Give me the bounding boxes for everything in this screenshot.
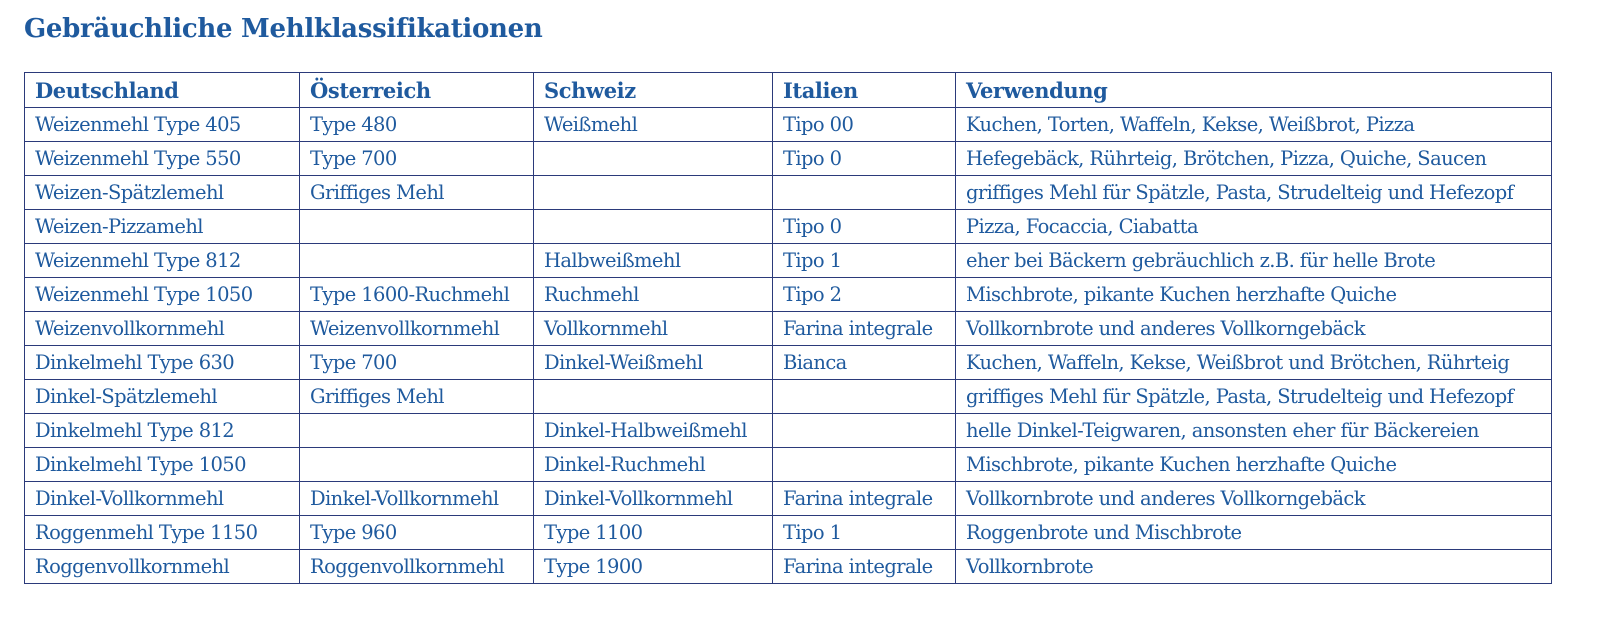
table-cell-oesterreich: Type 960 bbox=[300, 516, 534, 550]
table-cell-deutschland: Roggenmehl Type 1150 bbox=[25, 516, 300, 550]
table-cell-deutschland: Weizenmehl Type 1050 bbox=[25, 278, 300, 312]
table-cell-oesterreich: Griffiges Mehl bbox=[300, 380, 534, 414]
table-row bbox=[25, 312, 1552, 346]
table-cell-deutschland: Weizenvollkornmehl bbox=[25, 312, 300, 346]
table-cell-italien: Bianca bbox=[773, 346, 956, 380]
table-cell-italien: Tipo 00 bbox=[773, 108, 956, 142]
table-row bbox=[25, 482, 1552, 516]
table-cell-deutschland: Weizenmehl Type 812 bbox=[25, 244, 300, 278]
table-cell-italien: Tipo 2 bbox=[773, 278, 956, 312]
table-cell-italien bbox=[773, 448, 956, 482]
table-cell-verwendung: Roggenbrote und Mischbrote bbox=[956, 516, 1552, 550]
table-cell-oesterreich bbox=[300, 414, 534, 448]
column-header-oesterreich: Österreich bbox=[300, 73, 534, 108]
table-cell-verwendung: Hefegebäck, Rührteig, Brötchen, Pizza, Quiche, Saucen bbox=[956, 142, 1552, 176]
table-cell-oesterreich bbox=[300, 244, 534, 278]
table-cell-schweiz bbox=[534, 210, 773, 244]
table-cell-verwendung: eher bei Bäckern gebräuchlich z.B. für helle Brote bbox=[956, 244, 1552, 278]
table-cell-deutschland: Dinkel-Vollkornmehl bbox=[25, 482, 300, 516]
table-cell-schweiz: Dinkel-Ruchmehl bbox=[534, 448, 773, 482]
table-cell-schweiz: Halbweißmehl bbox=[534, 244, 773, 278]
table-row bbox=[25, 516, 1552, 550]
table-cell-deutschland: Weizenmehl Type 405 bbox=[25, 108, 300, 142]
column-header-deutschland: Deutschland bbox=[25, 73, 300, 108]
table-cell-oesterreich bbox=[300, 210, 534, 244]
table-cell-oesterreich: Griffiges Mehl bbox=[300, 176, 534, 210]
table-cell-italien: Tipo 0 bbox=[773, 142, 956, 176]
table-cell-oesterreich: Dinkel-Vollkornmehl bbox=[300, 482, 534, 516]
table-cell-schweiz bbox=[534, 176, 773, 210]
table-cell-schweiz: Dinkel-Vollkornmehl bbox=[534, 482, 773, 516]
table-row bbox=[25, 108, 1552, 142]
table-cell-schweiz bbox=[534, 142, 773, 176]
table-cell-verwendung: Vollkornbrote bbox=[956, 550, 1552, 584]
column-header-schweiz: Schweiz bbox=[534, 73, 773, 108]
table-cell-deutschland: Weizen-Spätzlemehl bbox=[25, 176, 300, 210]
table-cell-deutschland: Dinkel-Spätzlemehl bbox=[25, 380, 300, 414]
table-cell-schweiz bbox=[534, 380, 773, 414]
table-cell-verwendung: Pizza, Focaccia, Ciabatta bbox=[956, 210, 1552, 244]
table-cell-oesterreich: Roggenvollkornmehl bbox=[300, 550, 534, 584]
table-cell-verwendung: Mischbrote, pikante Kuchen herzhafte Quiche bbox=[956, 448, 1552, 482]
table-cell-schweiz: Dinkel-Weißmehl bbox=[534, 346, 773, 380]
column-header-verwendung: Verwendung bbox=[956, 73, 1552, 108]
flour-classification-table bbox=[24, 72, 1552, 584]
table-cell-schweiz: Vollkornmehl bbox=[534, 312, 773, 346]
column-header-italien: Italien bbox=[773, 73, 956, 108]
table-cell-deutschland: Dinkelmehl Type 812 bbox=[25, 414, 300, 448]
table-cell-oesterreich: Type 700 bbox=[300, 346, 534, 380]
table-cell-verwendung: Kuchen, Waffeln, Kekse, Weißbrot und Brötchen, Rührteig bbox=[956, 346, 1552, 380]
table-cell-verwendung: helle Dinkel-Teigwaren, ansonsten eher für Bäckereien bbox=[956, 414, 1552, 448]
table-cell-oesterreich bbox=[300, 448, 534, 482]
table-cell-deutschland: Weizenmehl Type 550 bbox=[25, 142, 300, 176]
table-cell-italien bbox=[773, 414, 956, 448]
table-row bbox=[25, 380, 1552, 414]
table-cell-deutschland: Roggenvollkornmehl bbox=[25, 550, 300, 584]
table-cell-verwendung: Vollkornbrote und anderes Vollkorngebäck bbox=[956, 312, 1552, 346]
table-cell-deutschland: Dinkelmehl Type 1050 bbox=[25, 448, 300, 482]
table-cell-verwendung: Vollkornbrote und anderes Vollkorngebäck bbox=[956, 482, 1552, 516]
table-cell-oesterreich: Weizenvollkornmehl bbox=[300, 312, 534, 346]
table-cell-deutschland: Weizen-Pizzamehl bbox=[25, 210, 300, 244]
table-cell-italien: Farina integrale bbox=[773, 550, 956, 584]
table-cell-schweiz: Type 1900 bbox=[534, 550, 773, 584]
table-row bbox=[25, 346, 1552, 380]
table-cell-verwendung: Kuchen, Torten, Waffeln, Kekse, Weißbrot, Pizza bbox=[956, 108, 1552, 142]
table-row bbox=[25, 448, 1552, 482]
table-cell-italien: Tipo 1 bbox=[773, 516, 956, 550]
table-cell-verwendung: griffiges Mehl für Spätzle, Pasta, Strudelteig und Hefezopf bbox=[956, 380, 1552, 414]
table-row bbox=[25, 278, 1552, 312]
table-row bbox=[25, 414, 1552, 448]
table-cell-italien bbox=[773, 380, 956, 414]
table-header bbox=[25, 73, 1552, 108]
page-title: Gebräuchliche Mehlklassifikationen bbox=[24, 14, 543, 44]
table-cell-italien: Tipo 0 bbox=[773, 210, 956, 244]
table-row bbox=[25, 550, 1552, 584]
table-cell-schweiz: Ruchmehl bbox=[534, 278, 773, 312]
table-cell-oesterreich: Type 700 bbox=[300, 142, 534, 176]
table-row bbox=[25, 142, 1552, 176]
table-cell-schweiz: Type 1100 bbox=[534, 516, 773, 550]
table-cell-verwendung: griffiges Mehl für Spätzle, Pasta, Strudelteig und Hefezopf bbox=[956, 176, 1552, 210]
table-cell-verwendung: Mischbrote, pikante Kuchen herzhafte Quiche bbox=[956, 278, 1552, 312]
table-cell-italien: Farina integrale bbox=[773, 312, 956, 346]
table-cell-deutschland: Dinkelmehl Type 630 bbox=[25, 346, 300, 380]
header-row bbox=[25, 73, 1552, 108]
table-cell-oesterreich: Type 480 bbox=[300, 108, 534, 142]
table-cell-italien: Tipo 1 bbox=[773, 244, 956, 278]
table-row bbox=[25, 244, 1552, 278]
table-row bbox=[25, 210, 1552, 244]
table-cell-oesterreich: Type 1600-Ruchmehl bbox=[300, 278, 534, 312]
table-cell-italien bbox=[773, 176, 956, 210]
table-cell-schweiz: Weißmehl bbox=[534, 108, 773, 142]
table-body bbox=[25, 108, 1552, 584]
table-cell-schweiz: Dinkel-Halbweißmehl bbox=[534, 414, 773, 448]
table-row bbox=[25, 176, 1552, 210]
table-cell-italien: Farina integrale bbox=[773, 482, 956, 516]
